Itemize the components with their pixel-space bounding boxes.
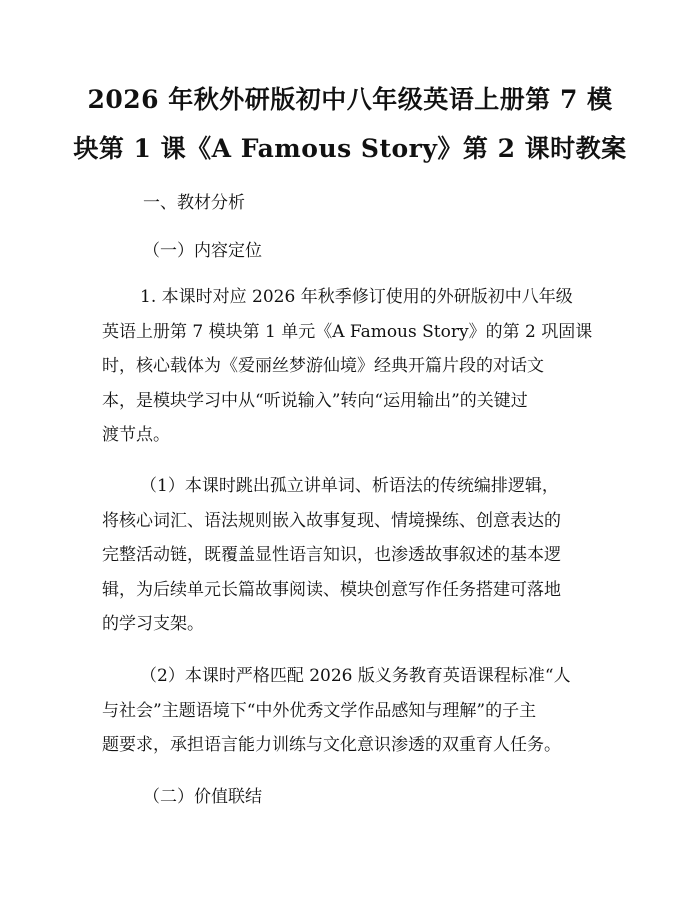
paragraph-2-line: 的学习支架。 [102,614,204,635]
document-title-line-2: 块第 1 课《A Famous Story》第 2 课时教案 [73,134,627,163]
paragraph-1-line: 渡节点。 [102,425,170,446]
paragraph-1-line: 本，是模块学习中从“听说输入”转向“运用输出”的关键过 [102,390,528,411]
paragraph-3 [102,659,602,763]
paragraph-2-line: 完整活动链，既覆盖显性语言知识，也渗透故事叙述的基本逻 [102,545,561,566]
paragraph-2-line: （1）本课时跳出孤立讲单词、析语法的传统编排逻辑， [140,476,559,496]
subsection-heading-value-connection: （二）价值联结 [143,787,262,807]
subsection-heading-content-positioning: （一）内容定位 [143,241,262,261]
paragraph-2-line: 辑，为后续单元长篇故事阅读、模块创意写作任务搭建可落地 [102,579,561,600]
paragraph-3-line: （2）本课时严格匹配 2026 版义务教育英语课程标准“人 [140,666,571,686]
paragraph-2 [102,469,602,642]
paragraph-2-line: 将核心词汇、语法规则嵌入故事复现、情境操练、创意表达的 [102,510,561,531]
paragraph-1-line: 1. 本课时对应 2026 年秋季修订使用的外研版初中八年级 [140,287,573,307]
paragraph-1-line: 英语上册第 7 模块第 1 单元《A Famous Story》的第 2 巩固课 [102,321,593,342]
paragraph-3-line: 题要求，承担语言能力训练与文化意识渗透的双重育人任务。 [102,735,561,756]
document-title-line-1: 2026 年秋外研版初中八年级英语上册第 7 模 [87,85,613,114]
paragraph-1-line: 时，核心载体为《爱丽丝梦游仙境》经典开篇片段的对话文 [102,356,544,377]
paragraph-1 [102,280,602,453]
section-heading-textbook-analysis: 一、教材分析 [143,193,245,213]
paragraph-3-line: 与社会”主题语境下“中外优秀文学作品感知与理解”的子主 [102,700,537,721]
